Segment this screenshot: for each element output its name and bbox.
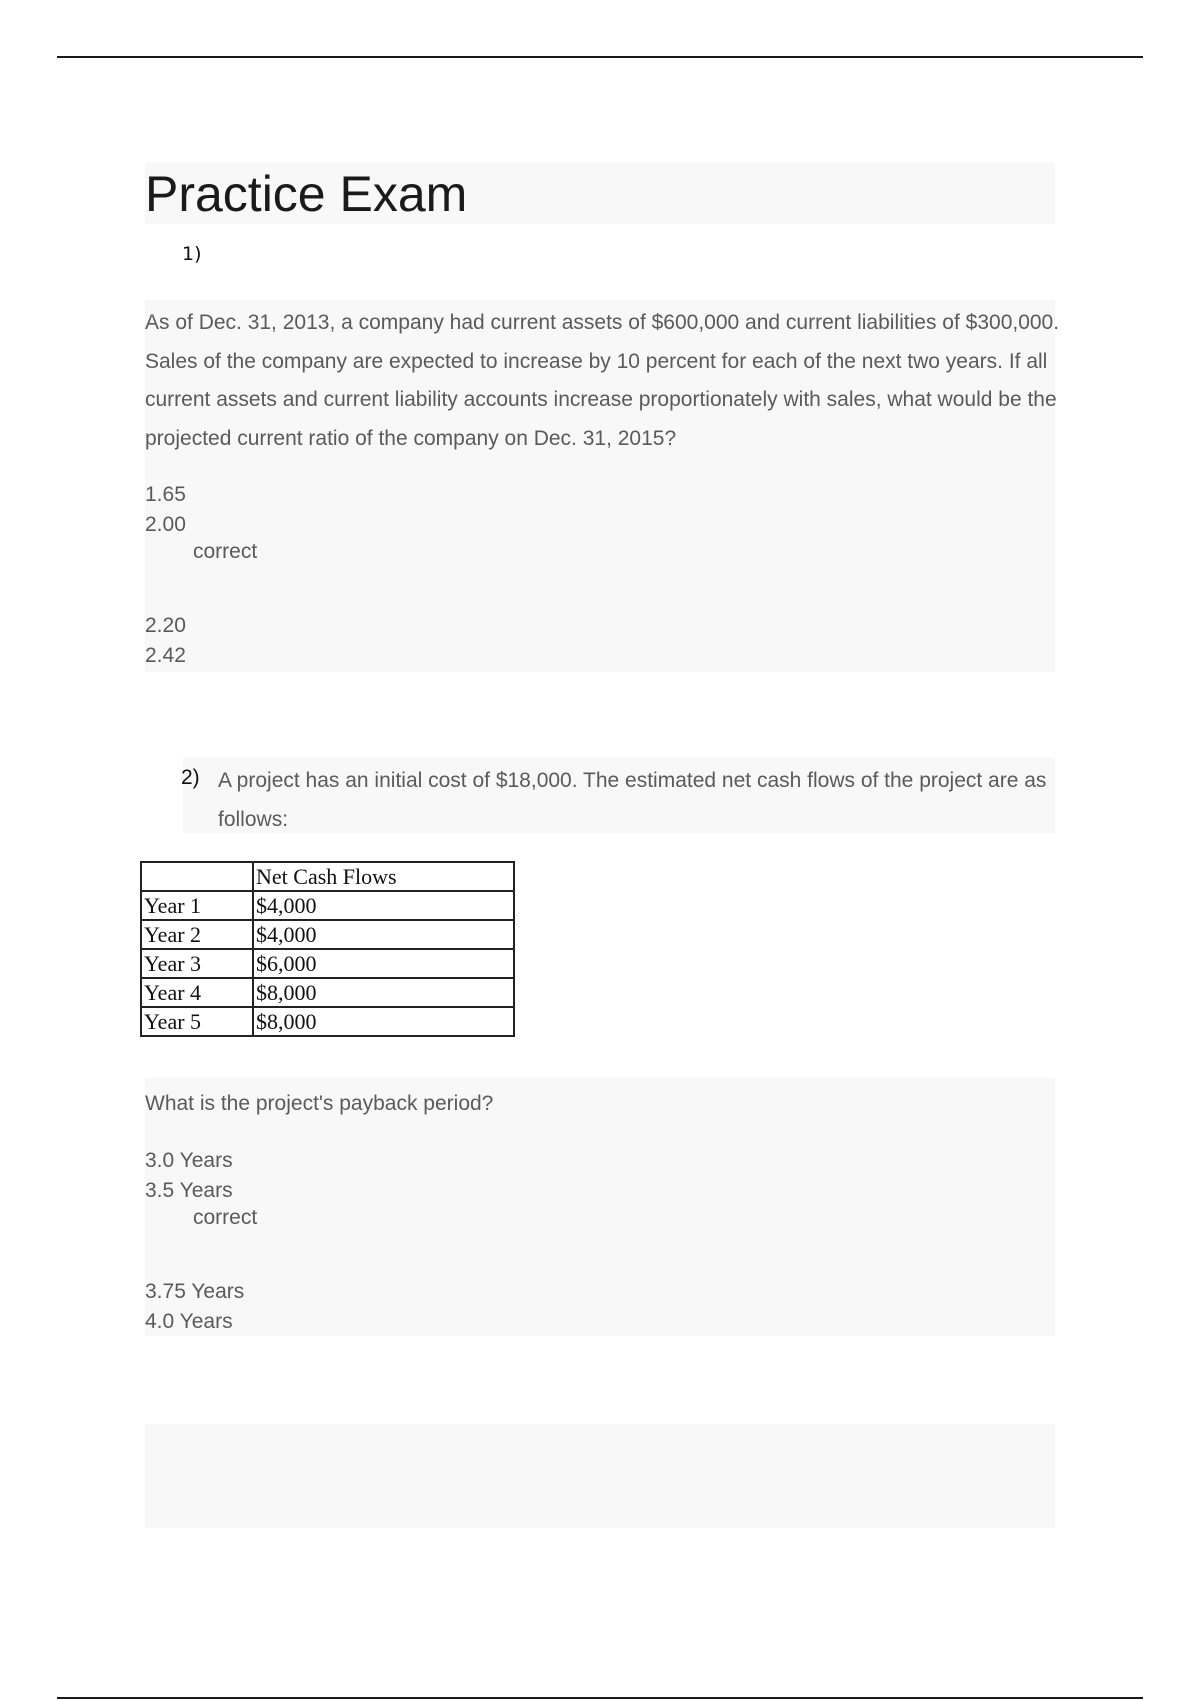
table-header-cell: Net Cash Flows (253, 862, 514, 891)
answer-option[interactable]: 4.0 Years (145, 1310, 233, 1333)
answer-option[interactable]: 2.42 (145, 644, 186, 667)
page-title: Practice Exam (145, 166, 468, 222)
answer-option[interactable]: 1.65 (145, 483, 186, 506)
table-cell: $8,000 (253, 978, 514, 1007)
table-row (141, 891, 514, 920)
question-2-followup: What is the project's payback period? (145, 1092, 494, 1115)
table-cell: Year 5 (141, 1007, 253, 1036)
table-row (141, 920, 514, 949)
table-cell: $4,000 (253, 920, 514, 949)
answer-option[interactable]: 3.75 Years (145, 1280, 245, 1303)
question-number: 1) (182, 243, 202, 265)
table-header-row (141, 862, 514, 891)
table-cell: $8,000 (253, 1007, 514, 1036)
table-cell: Year 2 (141, 920, 253, 949)
answer-option[interactable]: 3.5 Years (145, 1179, 233, 1202)
answer-option[interactable]: 2.00 (145, 513, 186, 536)
table-cell: $6,000 (253, 949, 514, 978)
cash-flow-table (140, 861, 515, 1037)
table-row (141, 978, 514, 1007)
table-header-cell (141, 862, 253, 891)
answer-option[interactable]: 3.0 Years (145, 1149, 233, 1172)
table-cell: Year 1 (141, 891, 253, 920)
question-1-text: As of Dec. 31, 2013, a company had current assets of $600,000 and current liabilities of $300,000. Sales of the company are expected to increase by 10 percent for each of the next two years. If all current assets and current liability accounts increase proportionately with sales, what would be the projected current ratio of the company on Dec. 31, 2015? (145, 311, 1060, 450)
bottom-rule (57, 1697, 1143, 1699)
question-2-text: A project has an initial cost of $18,000. The estimated net cash flows of the project are as follows: (218, 769, 1047, 831)
empty-block (145, 1424, 1055, 1528)
question-number: 2) (181, 766, 200, 789)
table-row (141, 949, 514, 978)
top-rule (57, 56, 1143, 58)
table-cell: Year 4 (141, 978, 253, 1007)
table-cell: Year 3 (141, 949, 253, 978)
table-cell: $4,000 (253, 891, 514, 920)
table-row (141, 1007, 514, 1036)
correct-label: correct (193, 1206, 258, 1229)
correct-label: correct (193, 540, 258, 563)
answer-option[interactable]: 2.20 (145, 614, 186, 637)
